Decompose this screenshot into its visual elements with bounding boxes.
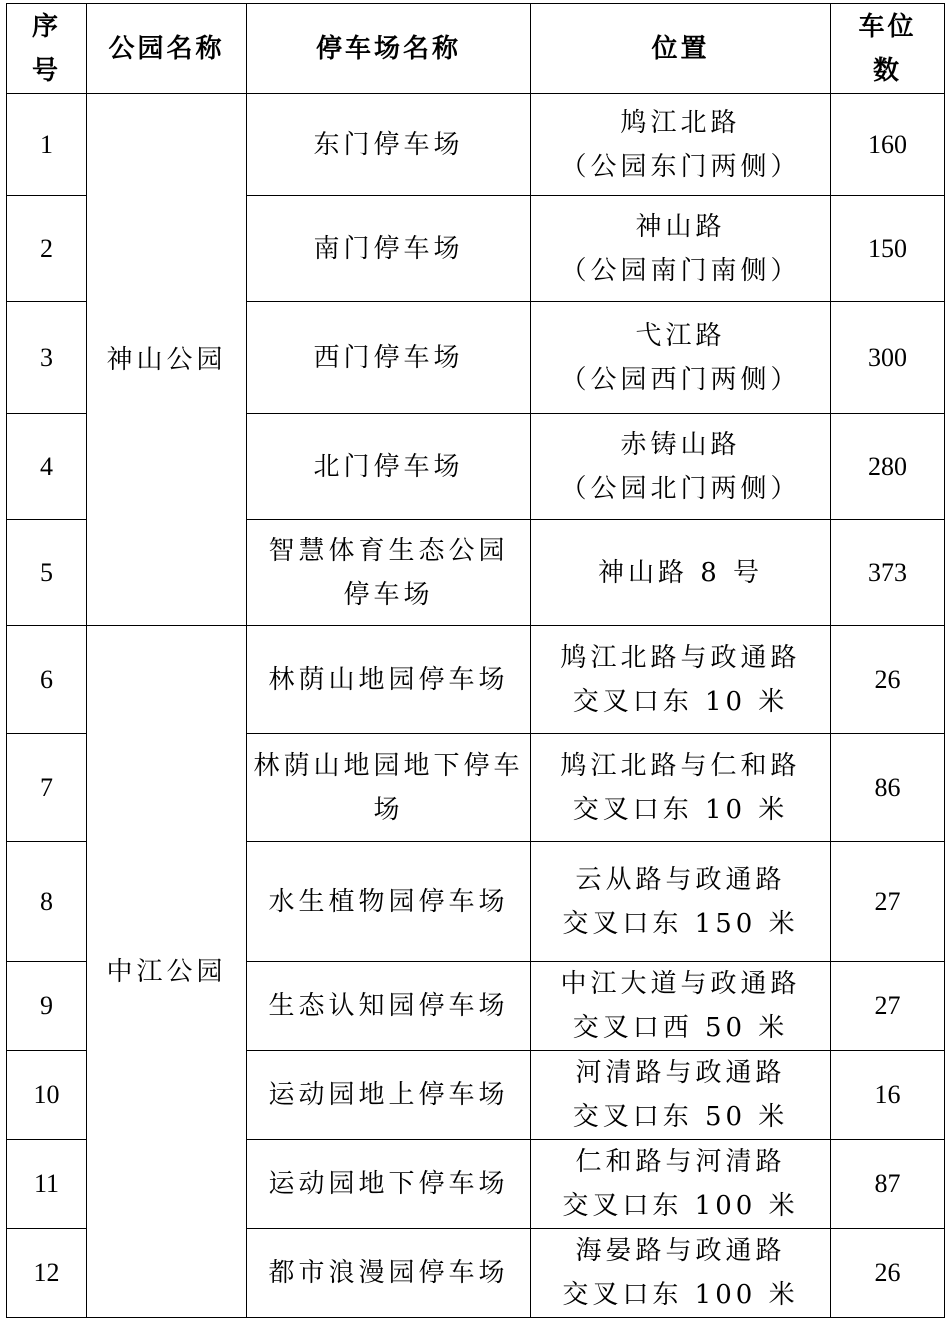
location-line: 河清路与政通路 <box>575 1058 786 1088</box>
lot-name-cell <box>247 734 531 842</box>
spaces-cell: 26 <box>831 1229 945 1318</box>
table-row <box>7 94 945 196</box>
seq-cell: 4 <box>7 414 87 520</box>
lot-name-line: 西门停车场 <box>313 342 464 373</box>
location-line: 赤铸山路 <box>620 429 741 460</box>
location-cell <box>531 1140 831 1229</box>
spaces-cell: 86 <box>831 734 945 842</box>
header-spaces-line-2: 数 <box>872 55 902 86</box>
lot-name-cell <box>247 842 531 962</box>
lot-name-line: 场 <box>373 794 404 825</box>
seq-cell: 5 <box>7 520 87 626</box>
location-line: 交叉口东 150 米 <box>562 908 799 939</box>
seq-cell: 11 <box>7 1140 87 1229</box>
header-seq-line-1: 序 <box>31 11 61 42</box>
seq-cell: 1 <box>7 94 87 196</box>
spaces-cell: 280 <box>831 414 945 520</box>
lot-name-line: 生态认知园停车场 <box>268 991 509 1021</box>
lot-name-line: 东门停车场 <box>313 129 464 160</box>
spaces-cell: 373 <box>831 520 945 626</box>
header-row <box>7 4 945 94</box>
lot-name-line: 林荫山地园地下停车 <box>253 750 524 781</box>
lot-name-line: 都市浪漫园停车场 <box>268 1258 509 1288</box>
seq-cell: 2 <box>7 196 87 302</box>
lot-name-line: 运动园地下停车场 <box>268 1169 509 1199</box>
header-lot: 停车场名称 <box>247 4 531 94</box>
location-cell <box>531 1229 831 1318</box>
location-line: （公园北门两侧） <box>560 473 801 504</box>
location-line: （公园南门南侧） <box>560 255 801 286</box>
location-line: 交叉口东 10 米 <box>572 686 789 717</box>
location-line: 仁和路与河清路 <box>575 1147 786 1177</box>
spaces-cell: 16 <box>831 1051 945 1140</box>
spaces-cell: 27 <box>831 842 945 962</box>
spaces-cell: 160 <box>831 94 945 196</box>
location-line: 交叉口东 100 米 <box>562 1280 799 1310</box>
seq-cell: 6 <box>7 626 87 734</box>
location-line: 云从路与政通路 <box>575 864 786 895</box>
park-name-cell: 神山公园 <box>87 94 247 626</box>
location-line: 交叉口西 50 米 <box>572 1013 789 1043</box>
table-row <box>7 626 945 734</box>
location-cell <box>531 734 831 842</box>
lot-name-cell <box>247 196 531 302</box>
seq-cell: 7 <box>7 734 87 842</box>
lot-name-cell <box>247 962 531 1051</box>
table-body <box>7 94 945 1318</box>
lot-name-line: 停车场 <box>343 579 434 610</box>
header-seq-line-2: 号 <box>31 55 61 86</box>
park-name-cell: 中江公园 <box>87 626 247 1318</box>
location-cell <box>531 626 831 734</box>
parking-table <box>6 3 945 1318</box>
location-line: 交叉口东 50 米 <box>572 1102 789 1132</box>
seq-cell: 8 <box>7 842 87 962</box>
seq-cell: 12 <box>7 1229 87 1318</box>
location-cell <box>531 1051 831 1140</box>
location-line: 神山路 8 号 <box>597 557 764 588</box>
header-spaces-line-1: 车位 <box>858 11 917 42</box>
location-cell <box>531 414 831 520</box>
header-park: 公园名称 <box>87 4 247 94</box>
location-line: 中江大道与政通路 <box>560 969 801 999</box>
location-line: 交叉口东 10 米 <box>572 794 789 825</box>
lot-name-line: 运动园地上停车场 <box>268 1080 509 1110</box>
lot-name-line: 南门停车场 <box>313 233 464 264</box>
location-line: 神山路 <box>635 211 726 242</box>
location-cell <box>531 196 831 302</box>
location-line: 鸠江北路 <box>620 107 741 138</box>
location-cell <box>531 94 831 196</box>
lot-name-line: 北门停车场 <box>313 451 464 482</box>
location-cell <box>531 520 831 626</box>
spaces-cell: 300 <box>831 302 945 414</box>
location-line: 海晏路与政通路 <box>575 1236 786 1266</box>
spaces-cell: 26 <box>831 626 945 734</box>
location-line: 鸠江北路与仁和路 <box>560 750 801 781</box>
location-line: 交叉口东 100 米 <box>562 1191 799 1221</box>
lot-name-cell <box>247 520 531 626</box>
lot-name-cell <box>247 302 531 414</box>
lot-name-cell <box>247 1229 531 1318</box>
lot-name-line: 水生植物园停车场 <box>268 886 509 917</box>
spaces-cell: 87 <box>831 1140 945 1229</box>
location-line: 弋江路 <box>635 320 726 351</box>
location-line: （公园东门两侧） <box>560 151 801 182</box>
header-spaces <box>831 4 945 94</box>
location-cell <box>531 962 831 1051</box>
lot-name-cell <box>247 1051 531 1140</box>
location-cell <box>531 842 831 962</box>
seq-cell: 9 <box>7 962 87 1051</box>
lot-name-cell <box>247 1140 531 1229</box>
location-cell <box>531 302 831 414</box>
seq-cell: 3 <box>7 302 87 414</box>
seq-cell: 10 <box>7 1051 87 1140</box>
lot-name-cell <box>247 414 531 520</box>
location-line: 鸠江北路与政通路 <box>560 642 801 673</box>
lot-name-line: 智慧体育生态公园 <box>268 535 509 566</box>
header-location: 位置 <box>531 4 831 94</box>
spaces-cell: 27 <box>831 962 945 1051</box>
lot-name-cell <box>247 626 531 734</box>
header-seq <box>7 4 87 94</box>
location-line: （公园西门两侧） <box>560 364 801 395</box>
spaces-cell: 150 <box>831 196 945 302</box>
lot-name-line: 林荫山地园停车场 <box>268 664 509 695</box>
lot-name-cell <box>247 94 531 196</box>
